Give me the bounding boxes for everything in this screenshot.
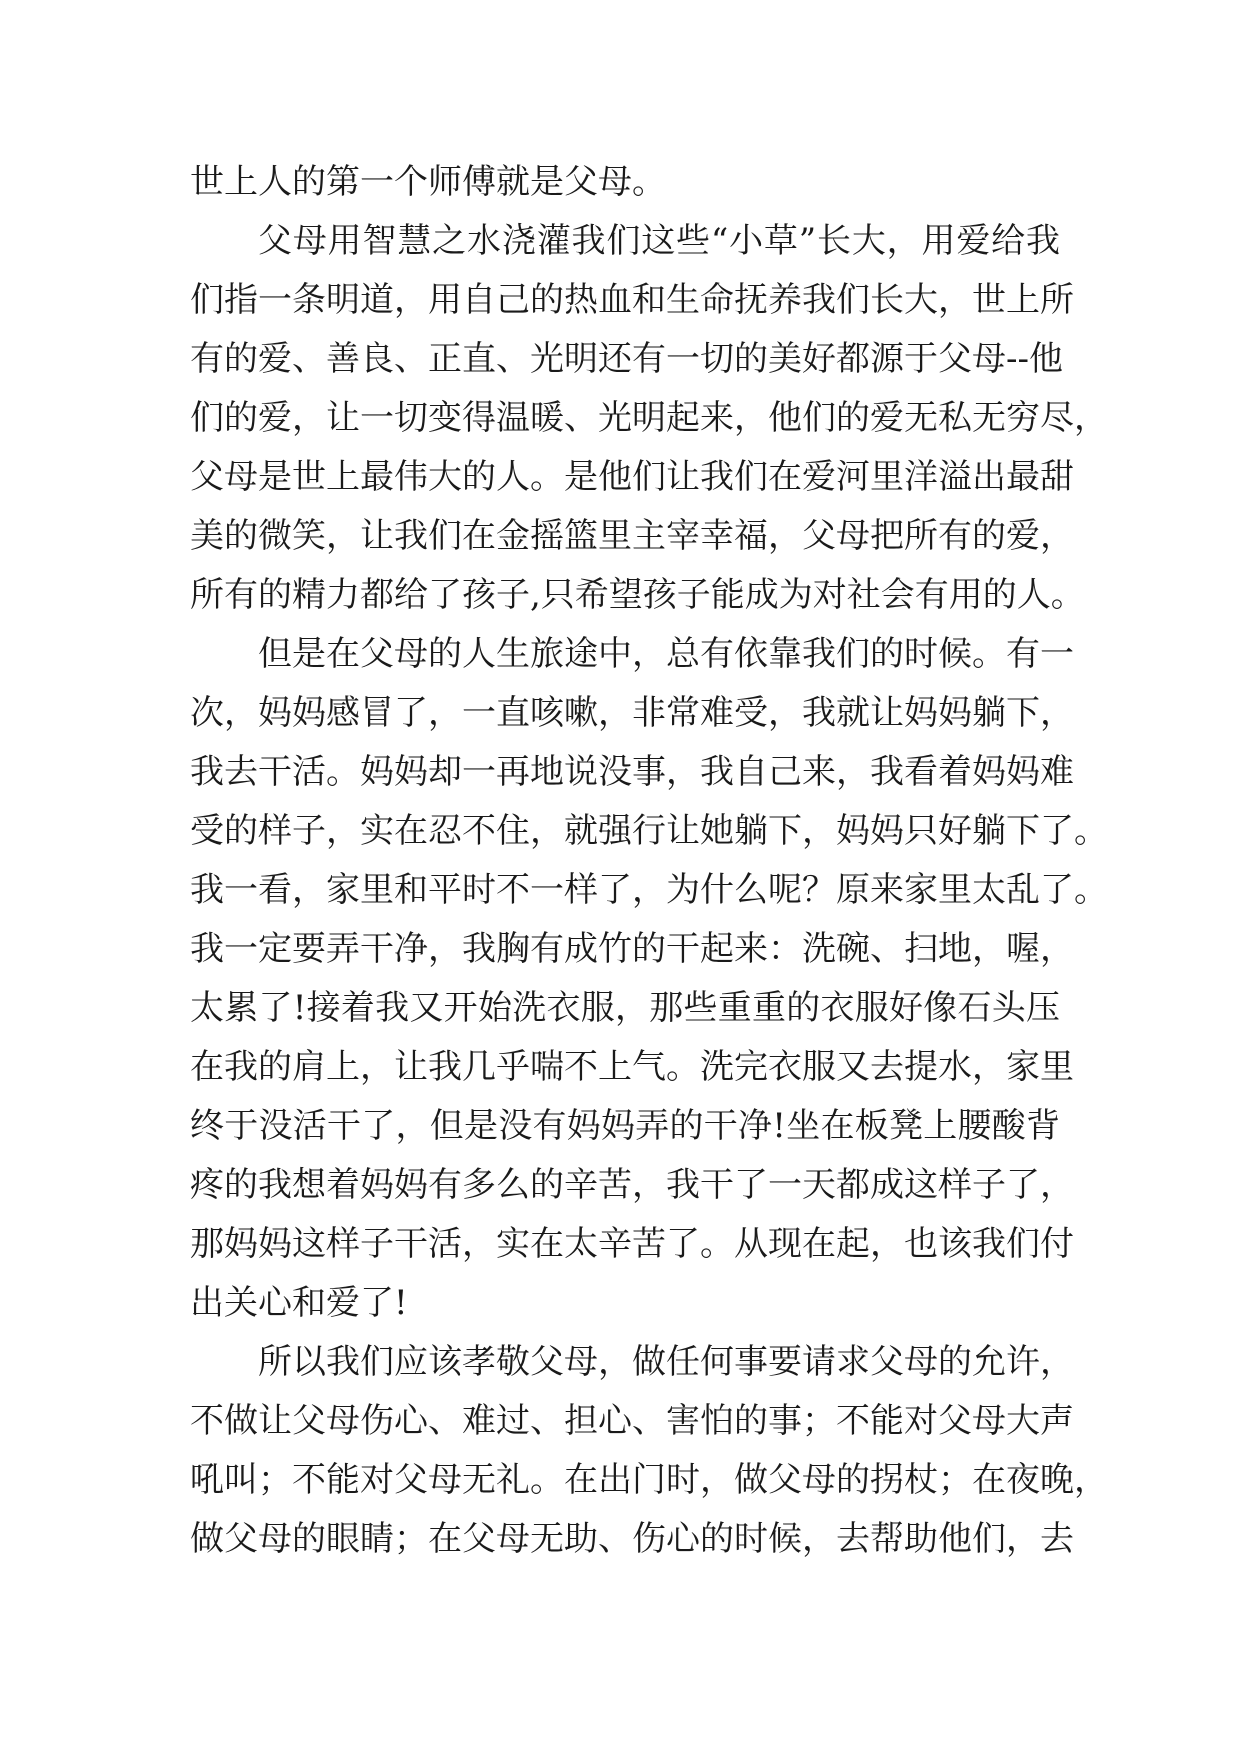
- text-line: 我一看，家里和平时不一样了，为什么呢？原来家里太乱了。: [190, 870, 1108, 910]
- text-line: 在我的肩上，让我几乎喘不上气。洗完衣服又去提水，家里: [190, 1047, 1074, 1087]
- text-line: 终于没活干了，但是没有妈妈弄的干净!坐在板凳上腰酸背: [190, 1106, 1060, 1146]
- text-line: 不做让父母伤心、难过、担心、害怕的事；不能对父母大声: [190, 1401, 1074, 1441]
- text-line: 所有的精力都给了孩子,只希望孩子能成为对社会有用的人。: [190, 575, 1085, 615]
- text-line: 做父母的眼睛；在父母无助、伤心的时候，去帮助他们，去: [190, 1519, 1074, 1559]
- document-body: [190, 153, 1108, 1569]
- text-line: 父母用智慧之水浇灌我们这些“小草”长大，用爱给我: [258, 221, 1060, 261]
- text-line: 父母是世上最伟大的人。是他们让我们在爱河里洋溢出最甜: [190, 457, 1074, 497]
- text-line: 疼的我想着妈妈有多么的辛苦，我干了一天都成这样子了，: [190, 1165, 1074, 1205]
- text-line: 但是在父母的人生旅途中，总有依靠我们的时候。有一: [258, 634, 1074, 674]
- text-line: 有的爱、善良、正直、光明还有一切的美好都源于父母--他: [190, 339, 1063, 379]
- text-line: 出关心和爱了!: [190, 1283, 408, 1323]
- text-line: 所以我们应该孝敬父母，做任何事要请求父母的允许，: [258, 1342, 1074, 1382]
- text-line: 我一定要弄干净，我胸有成竹的干起来：洗碗、扫地，喔，: [190, 929, 1074, 969]
- text-line: 受的样子，实在忍不住，就强行让她躺下，妈妈只好躺下了。: [190, 811, 1108, 851]
- text-line: 美的微笑，让我们在金摇篮里主宰幸福，父母把所有的爱，: [190, 516, 1074, 556]
- text-line: 我去干活。妈妈却一再地说没事，我自己来，我看着妈妈难: [190, 752, 1074, 792]
- text-line: 太累了!接着我又开始洗衣服，那些重重的衣服好像石头压: [190, 988, 1060, 1028]
- text-line: 世上人的第一个师傅就是父母。: [190, 162, 666, 202]
- text-line: 那妈妈这样子干活，实在太辛苦了。从现在起，也该我们付: [190, 1224, 1074, 1264]
- text-line: 们的爱，让一切变得温暖、光明起来，他们的爱无私无穷尽，: [190, 398, 1108, 438]
- text-line: 们指一条明道，用自己的热血和生命抚养我们长大，世上所: [190, 280, 1074, 320]
- text-line: 吼叫；不能对父母无礼。在出门时，做父母的拐杖；在夜晚，: [190, 1460, 1108, 1500]
- text-line: 次，妈妈感冒了，一直咳嗽，非常难受，我就让妈妈躺下，: [190, 693, 1074, 733]
